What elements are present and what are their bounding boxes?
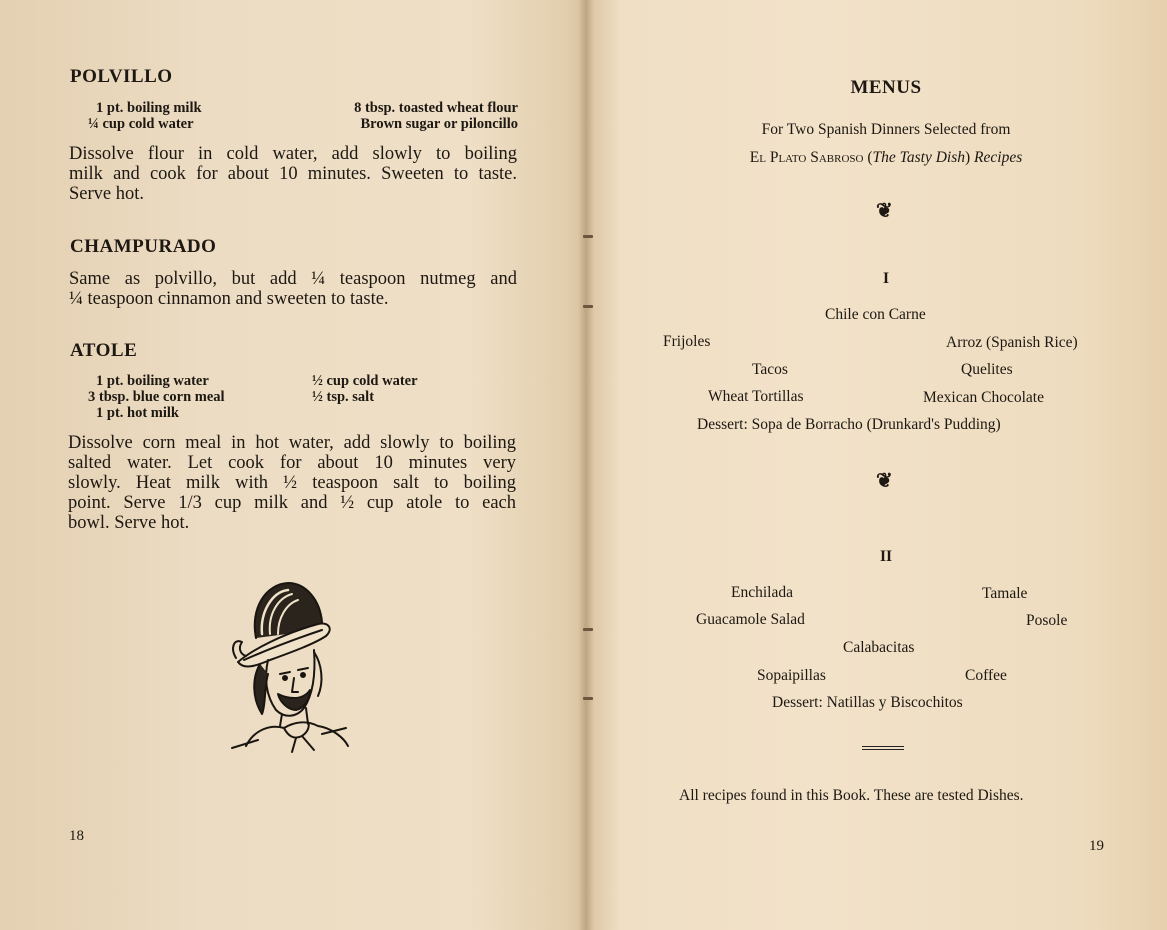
- right-page: [586, 0, 1167, 930]
- binding-stitch: [583, 697, 593, 700]
- ingredient: 8 tbsp. toasted wheat flour: [354, 100, 518, 116]
- polvillo-ingredients-right: [318, 100, 518, 132]
- menus-source: El Plato Sabroso (The Tasty Dish) Recipes: [749, 149, 1023, 166]
- menu-item: Quelites: [961, 361, 1013, 378]
- ingredient: 3 tbsp. blue corn meal: [88, 389, 225, 405]
- ingredient: ½ cup cold water: [312, 373, 418, 389]
- menu-item: Enchilada: [731, 584, 793, 601]
- text-line: Serve hot.: [69, 184, 145, 204]
- book-title-italic: The Tasty Dish: [872, 149, 965, 166]
- menu-dessert: Dessert: Natillas y Biscochitos: [772, 694, 963, 711]
- champurado-instructions: [69, 269, 517, 309]
- book-gutter: [578, 0, 594, 930]
- menu-item: Arroz (Spanish Rice): [946, 334, 1078, 351]
- binding-stitch: [583, 235, 593, 238]
- ingredient: 1 pt. boiling milk: [96, 100, 202, 116]
- atole-instructions: [68, 433, 516, 533]
- menu-item: Tamale: [982, 585, 1028, 602]
- text-line: Dissolve flour in cold water, add slowly to boiling: [69, 144, 517, 164]
- menu-2-numeral: II: [879, 548, 893, 565]
- menu-item: Sopaipillas: [757, 667, 826, 684]
- ornament-flower-icon: ❦: [876, 198, 893, 222]
- text-line: Dissolve corn meal in hot water, add slowly to boiling: [68, 433, 516, 453]
- menu-item: Posole: [1026, 612, 1068, 629]
- atole-ingredients-left: [88, 373, 225, 421]
- menu-item: Frijoles: [663, 333, 711, 350]
- book-title-smallcaps: El Plato Sabroso: [749, 149, 864, 166]
- menu-item: Wheat Tortillas: [708, 388, 804, 405]
- menu-item: Calabacitas: [843, 639, 915, 656]
- menu-item: Coffee: [965, 667, 1007, 684]
- menu-item: Tacos: [752, 361, 788, 378]
- atole-ingredients-right: [312, 373, 418, 405]
- menu-item: Chile con Carne: [825, 306, 926, 323]
- atole-heading: ATOLE: [70, 340, 138, 361]
- ingredient: 1 pt. boiling water: [96, 373, 209, 389]
- menus-subtitle: For Two Spanish Dinners Selected from: [761, 121, 1011, 138]
- menu-dessert: Dessert: Sopa de Borracho (Drunkard's Pudding): [697, 416, 1001, 433]
- polvillo-ingredients-left: [88, 100, 202, 132]
- text-line: point. Serve 1/3 cup milk and ½ cup atole to each: [68, 493, 516, 513]
- polvillo-instructions: [69, 144, 517, 204]
- text-line: slowly. Heat milk with ½ teaspoon salt to boiling: [68, 473, 516, 493]
- text-line: salted water. Let cook for about 10 minutes very: [68, 453, 516, 473]
- menus-footer: All recipes found in this Book. These are tested Dishes.: [679, 787, 1024, 804]
- page-number-left: 18: [69, 828, 84, 844]
- text-line: milk and cook for about 10 minutes. Sweeten to taste.: [69, 164, 517, 184]
- conquistador-illustration: [222, 578, 352, 756]
- menu-item: Mexican Chocolate: [923, 389, 1044, 406]
- menu-item: Guacamole Salad: [696, 611, 805, 628]
- ingredient: ¼ cup cold water: [88, 116, 194, 132]
- menu-1-numeral: I: [882, 270, 890, 287]
- text-line: bowl. Serve hot.: [68, 513, 190, 533]
- book-title-recipes: Recipes: [974, 149, 1023, 166]
- champurado-heading: CHAMPURADO: [70, 236, 217, 257]
- polvillo-heading: POLVILLO: [70, 66, 173, 87]
- ornament-flower-icon: ❦: [876, 468, 893, 492]
- menus-title: MENUS: [850, 77, 922, 98]
- binding-stitch: [583, 628, 593, 631]
- double-rule-divider: [862, 746, 904, 750]
- page-number-right: 19: [1089, 838, 1104, 854]
- text-line: ¼ teaspoon cinnamon and sweeten to taste.: [69, 289, 389, 309]
- ingredient: Brown sugar or piloncillo: [360, 116, 518, 132]
- ingredient: ½ tsp. salt: [312, 389, 375, 405]
- binding-stitch: [583, 305, 593, 308]
- text-line: Same as polvillo, but add ¼ teaspoon nutmeg and: [69, 269, 517, 289]
- ingredient: 1 pt. hot milk: [96, 405, 179, 421]
